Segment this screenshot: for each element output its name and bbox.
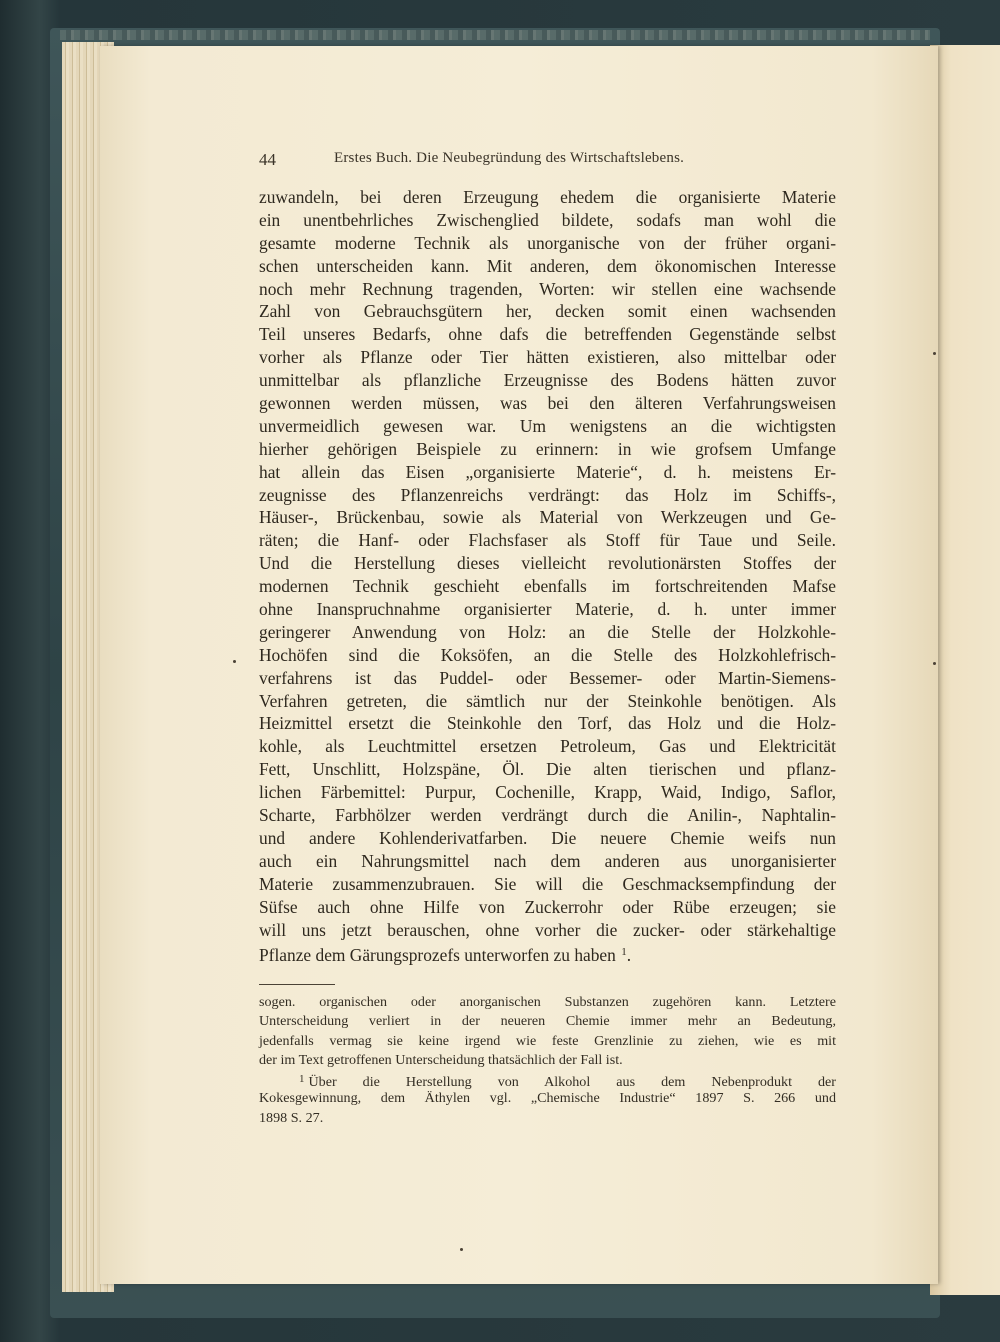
footnote-continuation-line: sogen. organischen oder anorganischen Substanzen zugehören kann. Letztere: [259, 994, 836, 1010]
running-title: Erstes Buch. Die Neubegründung des Wirtschaftslebens.: [334, 150, 685, 166]
text-line: Fett, Unschlitt, Holzspäne, Öl. Die alten tierischen und pflanz-: [259, 759, 836, 780]
text-line: Teil unseres Bedarfs, ohne dafs die betreffenden Gegenstände selbst: [259, 324, 836, 345]
text-line: hat allein das Eisen „organisierte Materie“, d. h. meistens Er-: [259, 461, 836, 482]
footnote-continuation-line: jedenfalls vermag sie keine irgend wie feste Grenzlinie zu ziehen, wie es mit: [259, 1032, 836, 1049]
text-line: Verfahren getreten, die sämtlich nur der Steinkohle benötigen. Als: [259, 690, 836, 711]
text-line: Hochöfen sind die Koksöfen, an die Stelle des Holzkohlefrisch-: [259, 644, 836, 665]
facing-page-edge: [930, 45, 1000, 1295]
text-line: unmittelbar als pflanzliche Erzeugnisse des Bodens hätten zuvor: [259, 370, 836, 391]
text-line: ohne Inanspruchnahme organisierter Materie, d. h. unter immer: [259, 599, 836, 620]
text-line: geringerer Anwendung von Holz: an die Stelle der Holzkohle-: [259, 621, 836, 642]
text-line: Häuser-, Brückenbau, sowie als Material von Werkzeugen und Ge-: [259, 507, 836, 528]
text-line: Materie zusammenzubrauen. Sie will die Geschmacksempfindung der: [259, 873, 836, 894]
text-line: will uns jetzt berauschen, ohne vorher die zucker- oder stärkehaltige: [259, 919, 836, 940]
running-head: [259, 150, 836, 172]
text-line: modernen Technik geschieht ebenfalls im fortschreitenden Mafse: [259, 576, 836, 597]
text-line: räten; die Hanf- oder Flachsfaser als Stoff für Taue und Seile.: [259, 530, 836, 551]
text-line: und andere Kohlenderivatfarben. Die neuere Chemie weifs nun: [259, 827, 836, 848]
footnote-continuation-line: Unterscheidung verliert in der neueren Chemie immer mehr an Bedeutung,: [259, 1013, 836, 1030]
page-number: 44: [259, 150, 276, 169]
text-line: hierher gehörigen Beispiele zu erinnern: in wie grofsem Umfange: [259, 438, 836, 459]
footnote-1-line: 1898 S. 27.: [259, 1109, 324, 1126]
text-line: unvermeidlich gewesen war. Um wenigstens an die wichtigsten: [259, 415, 836, 436]
text-line: lichen Färbemittel: Purpur, Cochenille, Krapp, Waid, Indigo, Saflor,: [259, 782, 836, 803]
body-text: [259, 186, 836, 964]
cover-edge: [60, 30, 930, 40]
text-line: Scharte, Farbhölzer werden verdrängt durch die Anilin-, Naphtalin-: [259, 805, 836, 826]
text-line: schen unterscheiden kann. Mit anderen, dem ökonomischen Interesse: [259, 255, 836, 276]
text-line: zuwandeln, bei deren Erzeugung ehedem die organisierte Materie: [259, 187, 836, 207]
text-line: Süfse auch ohne Hilfe von Zuckerrohr oder Rübe erzeugen; sie: [259, 896, 836, 917]
footnote-number: 1: [299, 1073, 305, 1086]
footnote-1-line: [259, 1070, 836, 1089]
text-line: auch ein Nahrungsmittel nach dem anderen aus unorganisierter: [259, 850, 836, 871]
text-line: zeugnisse des Pflanzenreichs verdrängt: das Holz im Schiffs-,: [259, 484, 836, 505]
footnote-reference: 1: [621, 946, 627, 959]
text-line: Zahl von Gebrauchsgütern her, decken somit einen wachsenden: [259, 301, 836, 322]
text-line: kohle, als Leuchtmittel ersetzen Petroleum, Gas und Elektricität: [259, 736, 836, 757]
paper-speck: [460, 1248, 463, 1251]
paper-speck: [933, 352, 936, 355]
text-line: Und die Herstellung dieses vielleicht revolutionärsten Stoffes der: [259, 553, 836, 574]
footnote-continuation-line: der im Text getroffenen Unterscheidung thatsächlich der Fall ist.: [259, 1051, 623, 1068]
text-line: Heizmittel ersetzt die Steinkohle den Torf, das Holz und die Holz-: [259, 713, 836, 734]
text-line: noch mehr Rechnung tragenden, Worten: wir stellen eine wachsende: [259, 278, 836, 299]
footnotes: [259, 993, 836, 1128]
text-line: gesamte moderne Technik als unorganische von der früher organi-: [259, 232, 836, 253]
footnote-1-text: Über die Herstellung von Alkohol aus dem Nebenprodukt der: [308, 1074, 836, 1091]
text-line: vorher als Pflanze oder Tier hätten existieren, also mittelbar oder: [259, 347, 836, 368]
paper-speck: [233, 660, 236, 663]
text-line-last: Pflanze dem Gärungsprozefs unterworfen zu haben $^1$.: [259, 945, 632, 966]
text-line-final: Pflanze dem Gärungsprozefs unterworfen zu haben: [259, 945, 616, 966]
text-line: ein unentbehrliches Zwischenglied bildete, sodafs man wohl die: [259, 209, 836, 230]
text-line: gewonnen werden müssen, was bei den älteren Verfahrungsweisen: [259, 393, 836, 414]
footnote-1-line: Kokesgewinnung, dem Äthylen vgl. „Chemische Industrie“ 1897 S. 266 und: [259, 1090, 836, 1107]
footnote-separator: [259, 984, 335, 985]
paper-speck: [933, 662, 936, 665]
text-line: verfahrens ist das Puddel- oder Bessemer- oder Martin-Siemens-: [259, 667, 836, 688]
